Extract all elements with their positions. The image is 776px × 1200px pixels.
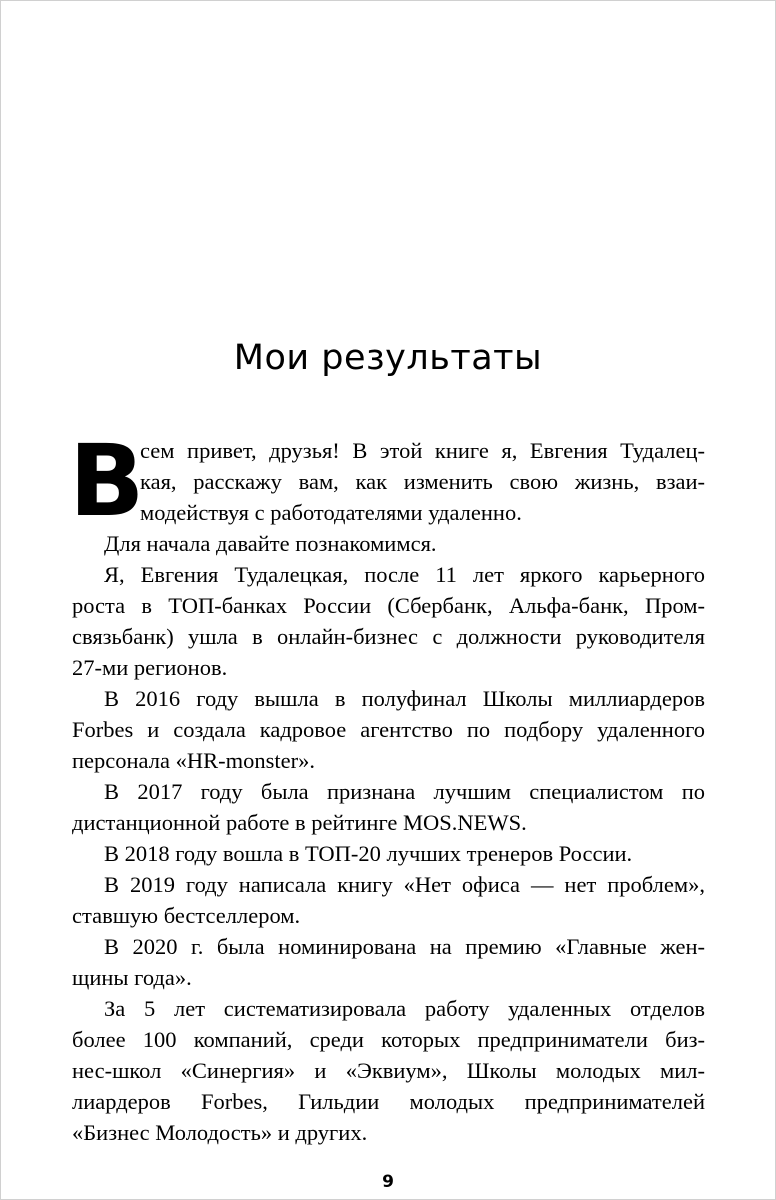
- text-line: В 2018 году вошла в ТОП-20 лучших тренеров России.: [104, 841, 633, 866]
- paragraph: [72, 528, 705, 559]
- text-line: щины года».: [72, 965, 192, 990]
- chapter-title: Мои результаты: [233, 338, 543, 378]
- drop-cap: В: [69, 424, 145, 539]
- text-line: В 2019 году написала книгу «Нет офиса — нет проблем»,: [104, 872, 705, 897]
- text-line: кая, расскажу вам, как изменить свою жизнь, взаи-: [140, 469, 705, 494]
- text-line: персонала «HR-monster».: [72, 748, 315, 773]
- text-line: Для начала давайте познакомимся.: [104, 531, 437, 556]
- text-line: В 2016 году вышла в полуфинал Школы миллиардеров: [104, 686, 705, 711]
- page-number: 9: [382, 1172, 394, 1192]
- text-line: Forbes и создала кадровое агентство по подбору удаленного: [72, 717, 705, 742]
- text-line: дистанционной работе в рейтинге MOS.NEWS.: [72, 810, 527, 835]
- text-line: В 2020 г. была номинирована на премию «Главные жен-: [104, 934, 705, 959]
- paragraph: [72, 931, 705, 993]
- text-line: модействуя с работодателями удаленно.: [140, 500, 522, 525]
- paragraph: [72, 435, 705, 528]
- text-line: роста в ТОП-банках России (Сбербанк, Альфа-банк, Пром-: [72, 593, 705, 618]
- text-line: лиардеров Forbes, Гильдии молодых предпринимателей: [72, 1089, 705, 1114]
- text-line: «Бизнес Молодость» и других.: [72, 1120, 368, 1145]
- text-line: связьбанк) ушла в онлайн-бизнес с должности руководителя: [72, 624, 705, 649]
- paragraph: [72, 776, 705, 838]
- text-line: В 2017 году была признана лучшим специалистом по: [104, 779, 705, 804]
- text-line: 27-ми регионов.: [72, 655, 228, 680]
- paragraph: [72, 838, 705, 869]
- text-line: более 100 компаний, среди которых предприниматели биз-: [72, 1027, 705, 1052]
- paragraph: [72, 869, 705, 931]
- text-line: ставшую бестселлером.: [72, 903, 301, 928]
- text-line: нес-школ «Синергия» и «Эквиум», Школы молодых мил-: [72, 1058, 705, 1083]
- paragraph: [72, 993, 705, 1148]
- body-text: [69, 424, 705, 1148]
- paragraph: [72, 559, 705, 683]
- paragraph: [72, 683, 705, 776]
- text-line: сем привет, друзья! В этой книге я, Евгения Тудалец-: [140, 438, 705, 463]
- text-line: За 5 лет систематизировала работу удаленных отделов: [104, 996, 705, 1021]
- text-line: Я, Евгения Тудалецкая, после 11 лет яркого карьерного: [104, 562, 705, 587]
